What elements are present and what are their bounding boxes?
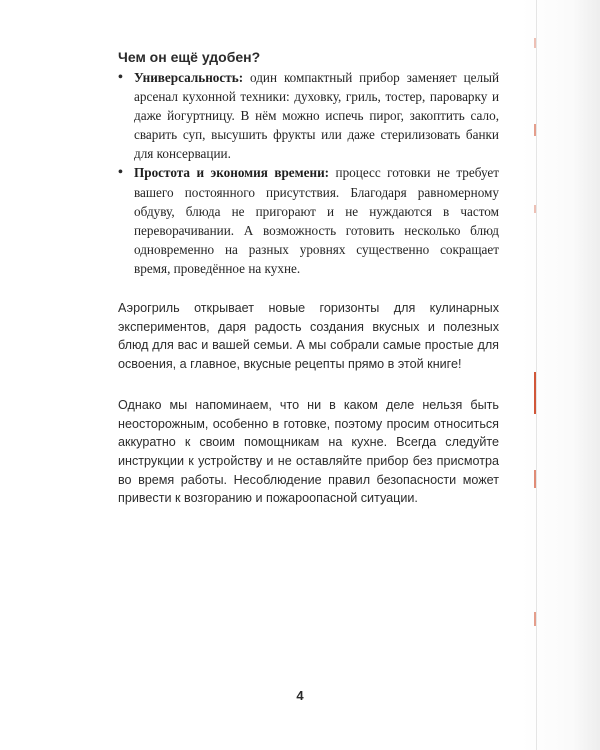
bullet-title: Простота и экономия времени: xyxy=(134,165,330,181)
safety-paragraph: Однако мы напоминаем, что ни в каком деле нельзя быть неосторожным, особенно в готовке, поэтому просим относиться аккуратно к своим помощникам на кухне. Всегда следуйте инструкции к устройству и не оставляйте прибор без присмотра во время работы. Несоблюдение правил безопасности может привести к возгоранию и пожароопасной ситуации. xyxy=(118,397,499,506)
section-title: Чем он ещё удобен? xyxy=(118,49,261,65)
page-number: 4 xyxy=(296,688,304,703)
feature-bullet-list xyxy=(118,68,499,278)
bullet-marker: • xyxy=(118,165,123,181)
feature-bullet-universality xyxy=(118,68,499,163)
intro-paragraph: Аэрогриль открывает новые горизонты для кулинарных экспериментов, даря радость создания вкусных и полезных блюд для вас и вашей семьи. А мы собрали самые простые для освоения, а главное, вкусные рецепты прямо в этой книге! xyxy=(118,301,499,372)
edge-color-mark xyxy=(534,205,536,213)
edge-color-mark xyxy=(534,470,536,488)
bullet-text: процесс готовки не требует вашего постоянного присутствия. Благодаря равномерному обдуву, блюда не пригорают и не нуждаются в частом переворачивании. А возможность готовить несколько блюд одновременно на разных уровнях существенно сокращает время, проведённое на кухне. xyxy=(134,165,499,276)
page-edge-line xyxy=(536,0,537,750)
edge-color-mark xyxy=(534,124,536,136)
bullet-text: один компактный прибор заменяет целый арсенал кухонной техники: духовку, гриль, тостер, пароварку и даже йогуртницу. В нём можно испечь пирог, закоптить сало, сварить суп, высушить фрукты или даже стерилизовать банки для консервации. xyxy=(134,70,499,162)
edge-color-mark xyxy=(534,612,536,626)
edge-color-mark xyxy=(534,372,536,414)
feature-bullet-simplicity xyxy=(118,163,499,278)
bullet-title: Универсальность: xyxy=(134,70,244,85)
bullet-marker: • xyxy=(118,70,123,85)
page-content xyxy=(118,49,499,508)
edge-color-mark xyxy=(534,38,536,48)
